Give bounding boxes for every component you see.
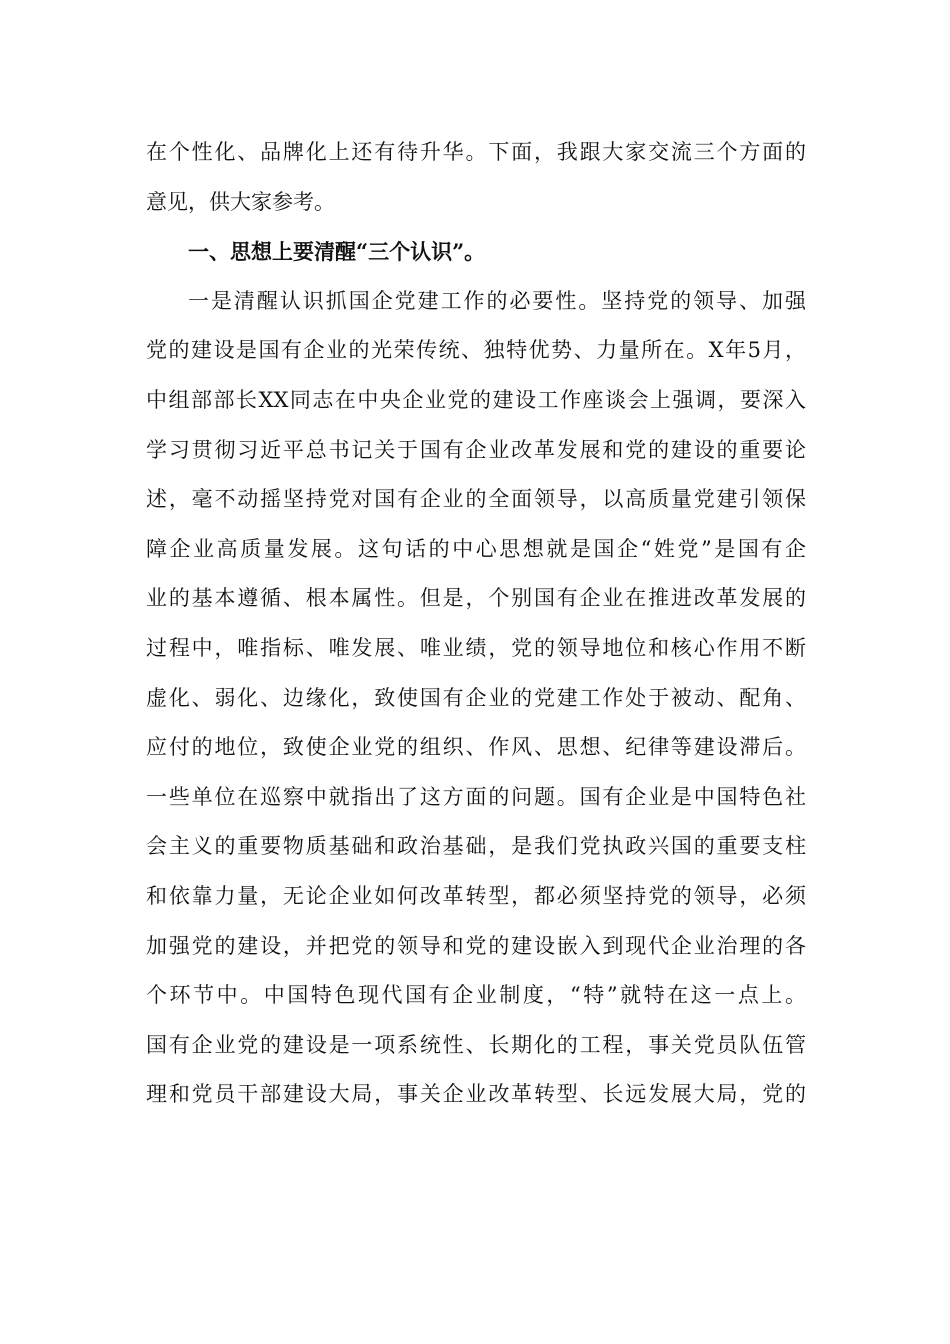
- paragraph-line: 和依靠力量，无论企业如何改革转型，都必须坚持党的领导，必须: [146, 883, 806, 908]
- paragraph-line: 障企业高质量发展。这句话的中心思想就是国企“姓党”是国有企: [146, 536, 806, 561]
- paragraph-line: 个环节中。中国特色现代国有企业制度，“特”就特在这一点上。: [146, 983, 806, 1008]
- section-heading: 一、思想上要清醒“三个认识”。: [188, 239, 486, 265]
- paragraph-line: 意见，供大家参考。: [146, 189, 335, 214]
- paragraph-line: 应付的地位，致使企业党的组织、作风、思想、纪律等建设滞后。: [146, 735, 806, 760]
- paragraph-line: 加强党的建设，并把党的领导和党的建设嵌入到现代企业治理的各: [146, 933, 806, 958]
- paragraph-line: 述，毫不动摇坚持党对国有企业的全面领导，以高质量党建引领保: [146, 487, 806, 512]
- paragraph-line: 学习贯彻习近平总书记关于国有企业改革发展和党的建设的重要论: [146, 437, 806, 462]
- paragraph-line: 会主义的重要物质基础和政治基础，是我们党执政兴国的重要支柱: [146, 834, 806, 859]
- document-body: [146, 128, 806, 1120]
- paragraph-line: 党的建设是国有企业的光荣传统、独特优势、力量所在。X年5月，: [146, 338, 806, 363]
- paragraph-line: 一是清醒认识抓国企党建工作的必要性。坚持党的领导、加强: [188, 288, 806, 313]
- paragraph-line: 一些单位在巡察中就指出了这方面的问题。国有企业是中国特色社: [146, 784, 806, 809]
- paragraph-line: 国有企业党的建设是一项系统性、长期化的工程，事关党员队伍管: [146, 1032, 806, 1057]
- paragraph-line: 理和党员干部建设大局，事关企业改革转型、长远发展大局，党的: [146, 1082, 806, 1107]
- paragraph-line: 在个性化、品牌化上还有待升华。下面，我跟大家交流三个方面的: [146, 140, 806, 164]
- paragraph-line: 业的基本遵循、根本属性。但是，个别国有企业在推进改革发展的: [146, 586, 806, 611]
- paragraph-line: 虚化、弱化、边缘化，致使国有企业的党建工作处于被动、配角、: [146, 685, 806, 710]
- paragraph-line: 中组部部长XX同志在中央企业党的建设工作座谈会上强调，要深入: [146, 387, 806, 412]
- paragraph-line: 过程中，唯指标、唯发展、唯业绩，党的领导地位和核心作用不断: [146, 635, 806, 660]
